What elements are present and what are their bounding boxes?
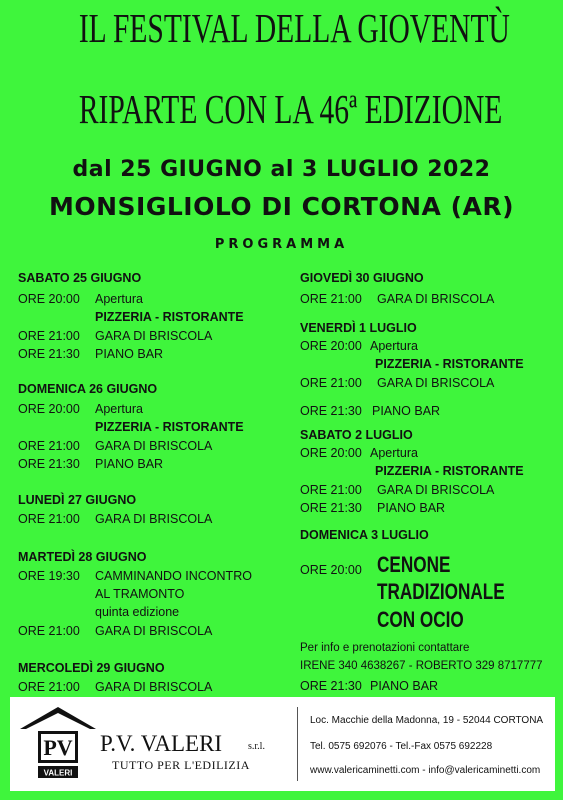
divider	[297, 707, 298, 781]
cenone-line-2: TRADIZIONALE	[377, 579, 505, 604]
event-time: ORE 20:00	[300, 339, 362, 353]
day-heading: MERCOLEDÌ 29 GIUGNO	[18, 661, 165, 675]
programma-heading: PROGRAMMA	[214, 237, 349, 252]
event-time: ORE 21:30	[300, 679, 362, 693]
event-title: GARA DI BRISCOLA	[95, 512, 213, 526]
logo-letters: PV	[43, 735, 73, 760]
event-time: ORE 20:00	[18, 292, 80, 306]
sponsor-srl: s.r.l.	[248, 741, 265, 752]
day-heading: SABATO 25 GIUGNO	[18, 271, 142, 285]
event-title: PIZZERIA - RISTORANTE	[375, 357, 524, 371]
event-title: Apertura	[95, 402, 143, 416]
info-text: Per info e prenotazioni contattare	[300, 642, 470, 654]
event-title: GARA DI BRISCOLA	[377, 376, 495, 390]
event-time: ORE 21:00	[18, 624, 80, 638]
event-time: ORE 21:00	[18, 512, 80, 526]
event-title: CAMMINANDO INCONTRO	[95, 569, 252, 583]
cenone-line-3: CON OCIO	[377, 607, 464, 632]
event-title: GARA DI BRISCOLA	[95, 680, 213, 694]
event-time: ORE 21:00	[18, 439, 80, 453]
event-time: ORE 21:00	[300, 483, 362, 497]
contacts-text: IRENE 340 4638267 - ROBERTO 329 8717777	[300, 660, 543, 672]
event-time: ORE 21:00	[18, 329, 80, 343]
title-line-1: IL FESTIVAL DELLA GIOVENTÙ	[78, 5, 510, 51]
event-title: PIANO BAR	[377, 501, 446, 515]
event-title: PIANO BAR	[95, 457, 164, 471]
event-time: ORE 20:00	[300, 446, 362, 460]
event-time: ORE 19:30	[18, 569, 80, 583]
day-heading: DOMENICA 26 GIUGNO	[18, 382, 158, 396]
event-dates: dal 25 GIUGNO al 3 LUGLIO 2022	[72, 157, 491, 182]
event-time: ORE 21:00	[300, 376, 362, 390]
sponsor-address: Loc. Macchie della Madonna, 19 - 52044 CORTONA	[310, 715, 544, 726]
event-title: PIZZERIA - RISTORANTE	[375, 464, 524, 478]
sponsor-phone: Tel. 0575 692076 - Tel.-Fax 0575 692228	[310, 741, 493, 752]
event-time: ORE 21:30	[18, 347, 80, 361]
event-title: GARA DI BRISCOLA	[377, 292, 495, 306]
day-heading: SABATO 2 LUGLIO	[300, 428, 413, 442]
cenone-line-1: CENONE	[377, 552, 451, 577]
event-time: ORE 20:00	[18, 402, 80, 416]
event-title: GARA DI BRISCOLA	[95, 329, 213, 343]
event-time: ORE 21:30	[300, 501, 362, 515]
event-title: GARA DI BRISCOLA	[377, 483, 495, 497]
event-title: GARA DI BRISCOLA	[95, 624, 213, 638]
title-line-2: RIPARTE CON LA 46ª EDIZIONE	[78, 86, 503, 132]
event-title: GARA DI BRISCOLA	[95, 439, 213, 453]
sponsor-web: www.valericaminetti.com - info@valericaminetti.com	[310, 765, 541, 776]
event-title: PIZZERIA - RISTORANTE	[95, 310, 244, 324]
sponsor-name: P.V. VALERI	[100, 731, 223, 756]
event-title: AL TRAMONTO	[95, 587, 185, 601]
event-title: Apertura	[95, 292, 143, 306]
event-location: MONSIGLIOLO DI CORTONA (AR)	[48, 192, 515, 221]
event-title: PIANO BAR	[370, 679, 439, 693]
event-title: Apertura	[370, 446, 418, 460]
event-time: ORE 21:00	[18, 680, 80, 694]
day-heading: VENERDÌ 1 LUGLIO	[300, 321, 417, 335]
event-title: PIANO BAR	[372, 404, 441, 418]
sponsor-box	[10, 697, 555, 791]
day-heading: DOMENICA 3 LUGLIO	[300, 528, 429, 542]
event-time: ORE 21:00	[300, 292, 362, 306]
day-heading: GIOVEDÌ 30 GIUGNO	[300, 271, 424, 285]
day-heading: LUNEDÌ 27 GIUGNO	[18, 493, 137, 507]
event-title: PIANO BAR	[95, 347, 164, 361]
event-time: ORE 21:30	[18, 457, 80, 471]
logo-caption: VALERI	[43, 768, 73, 778]
event-subtitle: quinta edizione	[95, 605, 180, 619]
sponsor-tagline: TUTTO PER L'EDILIZIA	[112, 758, 250, 772]
pv-valeri-logo	[18, 703, 98, 783]
day-heading: MARTEDÌ 28 GIUGNO	[18, 550, 147, 564]
event-title: PIZZERIA - RISTORANTE	[95, 420, 244, 434]
event-title: Apertura	[370, 339, 418, 353]
event-time: ORE 21:30	[300, 404, 362, 418]
event-time: ORE 20:00	[300, 563, 362, 577]
